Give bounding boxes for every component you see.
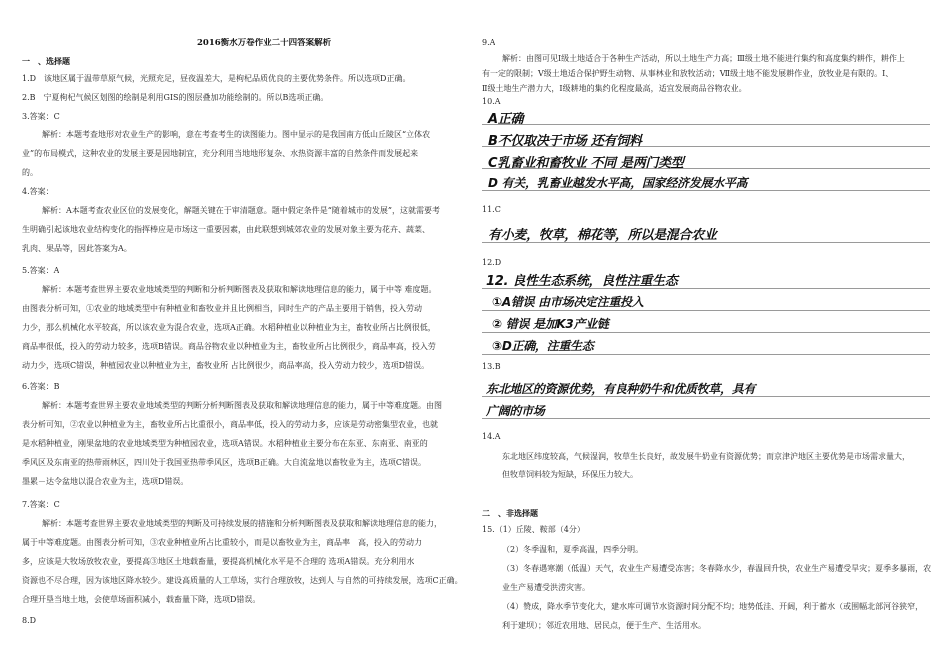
answer-line: （3）冬春遇寒潮（低温）天气，农业生产易遭受冻害；冬春降水少，春温回升快，农业生产易遭受旱灾；夏季多暴雨，农 bbox=[502, 564, 932, 573]
answer-label: 8.D bbox=[22, 616, 37, 625]
explanation-line: 由图表分析可知，①农业的地域类型中有种植业和畜牧业并且比例相当，同时生产的产品主要用于销售，投入劳动 bbox=[22, 304, 422, 313]
answer-label: 6.答案：B bbox=[22, 382, 60, 391]
explanation-line: 表分析可知，②农业以种植业为主，畜牧业所占比重很小，商品率低，投入的劳动力多，应该是劳动密集型农业，也就 bbox=[22, 420, 438, 429]
answer-line: 业生产易遭受洪涝灾害。 bbox=[502, 583, 590, 592]
explanation-line: 墨累－达令盆地以混合农业为主，选项D错误。 bbox=[22, 477, 189, 486]
explanation-line: 动力少，选项C错误，种植园农业以种植业为主，畜牧业所 占比例很少，商品率高，投入劳动力较少，选项D错误。 bbox=[22, 361, 430, 370]
handwritten-answer: 东北地区的资源优势，有良种奶牛和优质牧草，具有 bbox=[486, 382, 756, 396]
explanation-line: 是水稻种植业，刚果盆地的农业地域类型为种植园农业，选项A错误。水稻种植业主要分布在东亚、东南亚、南亚的 bbox=[22, 439, 428, 448]
explanation-line: 多，应该是大牧场放牧农业，要提高③地区土地载畜量，要提高机械化水平是不合理的 选项A错误。充分利用水 bbox=[22, 557, 415, 566]
section-heading-nonchoice: 二 、非选择题 bbox=[482, 508, 538, 518]
answer-line: 15.（1）丘陵、鞍部（4分） bbox=[482, 525, 585, 534]
answer-label-q12: 12.D bbox=[482, 258, 502, 267]
answer-label: 3.答案：C bbox=[22, 112, 60, 121]
ruled-line bbox=[482, 418, 930, 419]
explanation-line: 乳肉、果品等，因此答案为A。 bbox=[22, 244, 132, 253]
handwritten-answer: D 有关，乳畜业越发水平高，国家经济发展水平高 bbox=[488, 176, 748, 190]
page-title: 2016衡水万卷作业二十四答案解析 bbox=[197, 38, 332, 48]
ruled-line bbox=[482, 310, 930, 311]
explanation-line: 有一定的限制；Ⅴ级土地适合保护野生动物、从事林业和放牧活动；Ⅶ级土地不能发展耕作业，放牧业是有限的。Ⅰ、 bbox=[482, 69, 894, 78]
answer-label-q9: 9.A bbox=[482, 38, 496, 47]
explanation-line: 业”的布局模式，这种农业的发展主要是因地制宜，充分利用当地地形复杂、水热资源丰富的自然条件而发展起来 bbox=[22, 149, 419, 158]
explanation-line: Ⅱ级土地生产潜力大，Ⅰ级耕地的集约化程度最高，适宜发展商品谷物农业。 bbox=[482, 84, 747, 93]
explanation-line: 资源也不尽合理，因为该地区降水较少。建设高质量的人工草场，实行合理放牧，达到人 与自然的可持续发展，选项C正确。 bbox=[22, 576, 463, 585]
answer-line: （2）冬季温和，夏季高温，四季分明。 bbox=[502, 545, 644, 554]
handwritten-answer: C乳畜业和畜牧业 不同 是两门类型 bbox=[488, 156, 684, 171]
explanation-line: 力少，那么机械化水平较高，所以该农业为混合农业，选项A正确。水稻种植业以种植业为主，畜牧业所占比例很低， bbox=[22, 323, 436, 332]
handwritten-answer: 12. 良性生态系统，良性注重生态 bbox=[486, 274, 678, 289]
answer-label-q10: 10.A bbox=[482, 97, 501, 106]
section-heading-choice: 一 、选择题 bbox=[22, 56, 70, 66]
answer-label-q14: 14.A bbox=[482, 432, 501, 441]
handwritten-answer: ③D正确，注重生态 bbox=[492, 339, 594, 353]
explanation-line: 解析：本题考查世界主要农业地域类型的判断分析判断图表及获取和解读地理信息的能力，属于中等难度题。由图 bbox=[42, 401, 442, 410]
handwritten-answer: 广阔的市场 bbox=[486, 404, 545, 418]
explanation-line: 解析：本题考查世界主要农业地域类型的判断及可持续发展的措施和分析判断图表及获取和解读地理信息的能力， bbox=[42, 519, 442, 528]
handwritten-answer: B不仅取决于市场 还有饲料 bbox=[488, 134, 642, 149]
explanation-line: 解析：A本题考查农业区位的发展变化，解题关键在于审清题意。题中假定条件是“随着城市的发展”，这就需要考 bbox=[42, 206, 440, 215]
explanation-line: 属于中等难度题。由图表分析可知，③农业种植业所占比重较小，而是以畜牧业为主，商品率 高，投入的劳动力 bbox=[22, 538, 422, 547]
explanation-line: 商品率很低，投入的劳动力较多，选项B错误。商品谷物农业以种植业为主，畜牧业所占比例很少，商品率高，投入劳 bbox=[22, 342, 436, 351]
explanation-line: 东北地区纬度较高，气候湿润，牧草生长良好，故发展牛奶业有资源优势；而京津沪地区主要优势是市场需求量大， bbox=[502, 452, 910, 461]
handwritten-answer: ①A错误 由市场决定注重投入 bbox=[492, 295, 644, 309]
handwritten-answer: A正确 bbox=[488, 112, 524, 127]
explanation-line: 解析：由图可见Ⅰ级土地适合于各种生产活动，所以土地生产力高；Ⅲ级土地不能进行集约和高度集约耕作，耕作上 bbox=[502, 54, 905, 63]
explanation-line: 合理开垦当地土地，会使草场面积减小，载畜量下降，选项D错误。 bbox=[22, 595, 261, 604]
ruled-line bbox=[482, 354, 930, 355]
handwritten-answer: 有小麦，牧草，棉花等，所以是混合农业 bbox=[488, 228, 717, 243]
explanation-line: 生明确引起该地农业结构变化的指挥棒应是市场这一重要因素，由此联想到城郊农业的发展对象主要为花卉、蔬菜、 bbox=[22, 225, 430, 234]
explanation-line: 季风区及东南亚的热带雨林区，四川处于我国亚热带季风区，选项B正确。大自流盆地以畜牧业为主，选项C错误。 bbox=[22, 458, 426, 467]
answer-line: 1.D 该地区属于温带草原气候，光照充足，昼夜温差大，是枸杞品质优良的主要优势条件。所以选项D正确。 bbox=[22, 74, 411, 83]
answer-line: 利于建坝）；邻近农用地、居民点，便于生产、生活用水。 bbox=[502, 621, 706, 630]
explanation-line: 解析：本题考查地形对农业生产的影响，意在考查考生的读图能力。图中显示的是我国南方低山丘陵区“立体农 bbox=[42, 130, 431, 139]
answer-label-q11: 11.C bbox=[482, 205, 501, 214]
handwritten-answer: ② 错误 是加K3产业链 bbox=[492, 317, 609, 331]
answer-label: 4.答案： bbox=[22, 187, 54, 196]
explanation-line: 但牧草饲料较为短缺，环保压力较大。 bbox=[502, 470, 638, 479]
answer-line: （4）赞成，降水季节变化大，建水库可调节水资源时间分配不均；地势低洼、开阔，利于蓄水（或围幅北部河谷狭窄， bbox=[502, 602, 924, 611]
explanation-line: 的。 bbox=[22, 168, 38, 177]
answer-label: 7.答案：C bbox=[22, 500, 60, 509]
explanation-line: 解析：本题考查世界主要农业地域类型的判断和分析判断图表及获取和解读地理信息的能力，属于中等 难度题。 bbox=[42, 285, 437, 294]
answer-line: 2.B 宁夏枸杞气候区划图的绘制是利用GIS的图层叠加功能绘制的。所以B选项正确。 bbox=[22, 93, 329, 102]
answer-label: 5.答案：A bbox=[22, 266, 60, 275]
answer-label-q13: 13.B bbox=[482, 362, 501, 371]
ruled-line bbox=[482, 332, 930, 333]
ruled-line bbox=[482, 124, 930, 125]
